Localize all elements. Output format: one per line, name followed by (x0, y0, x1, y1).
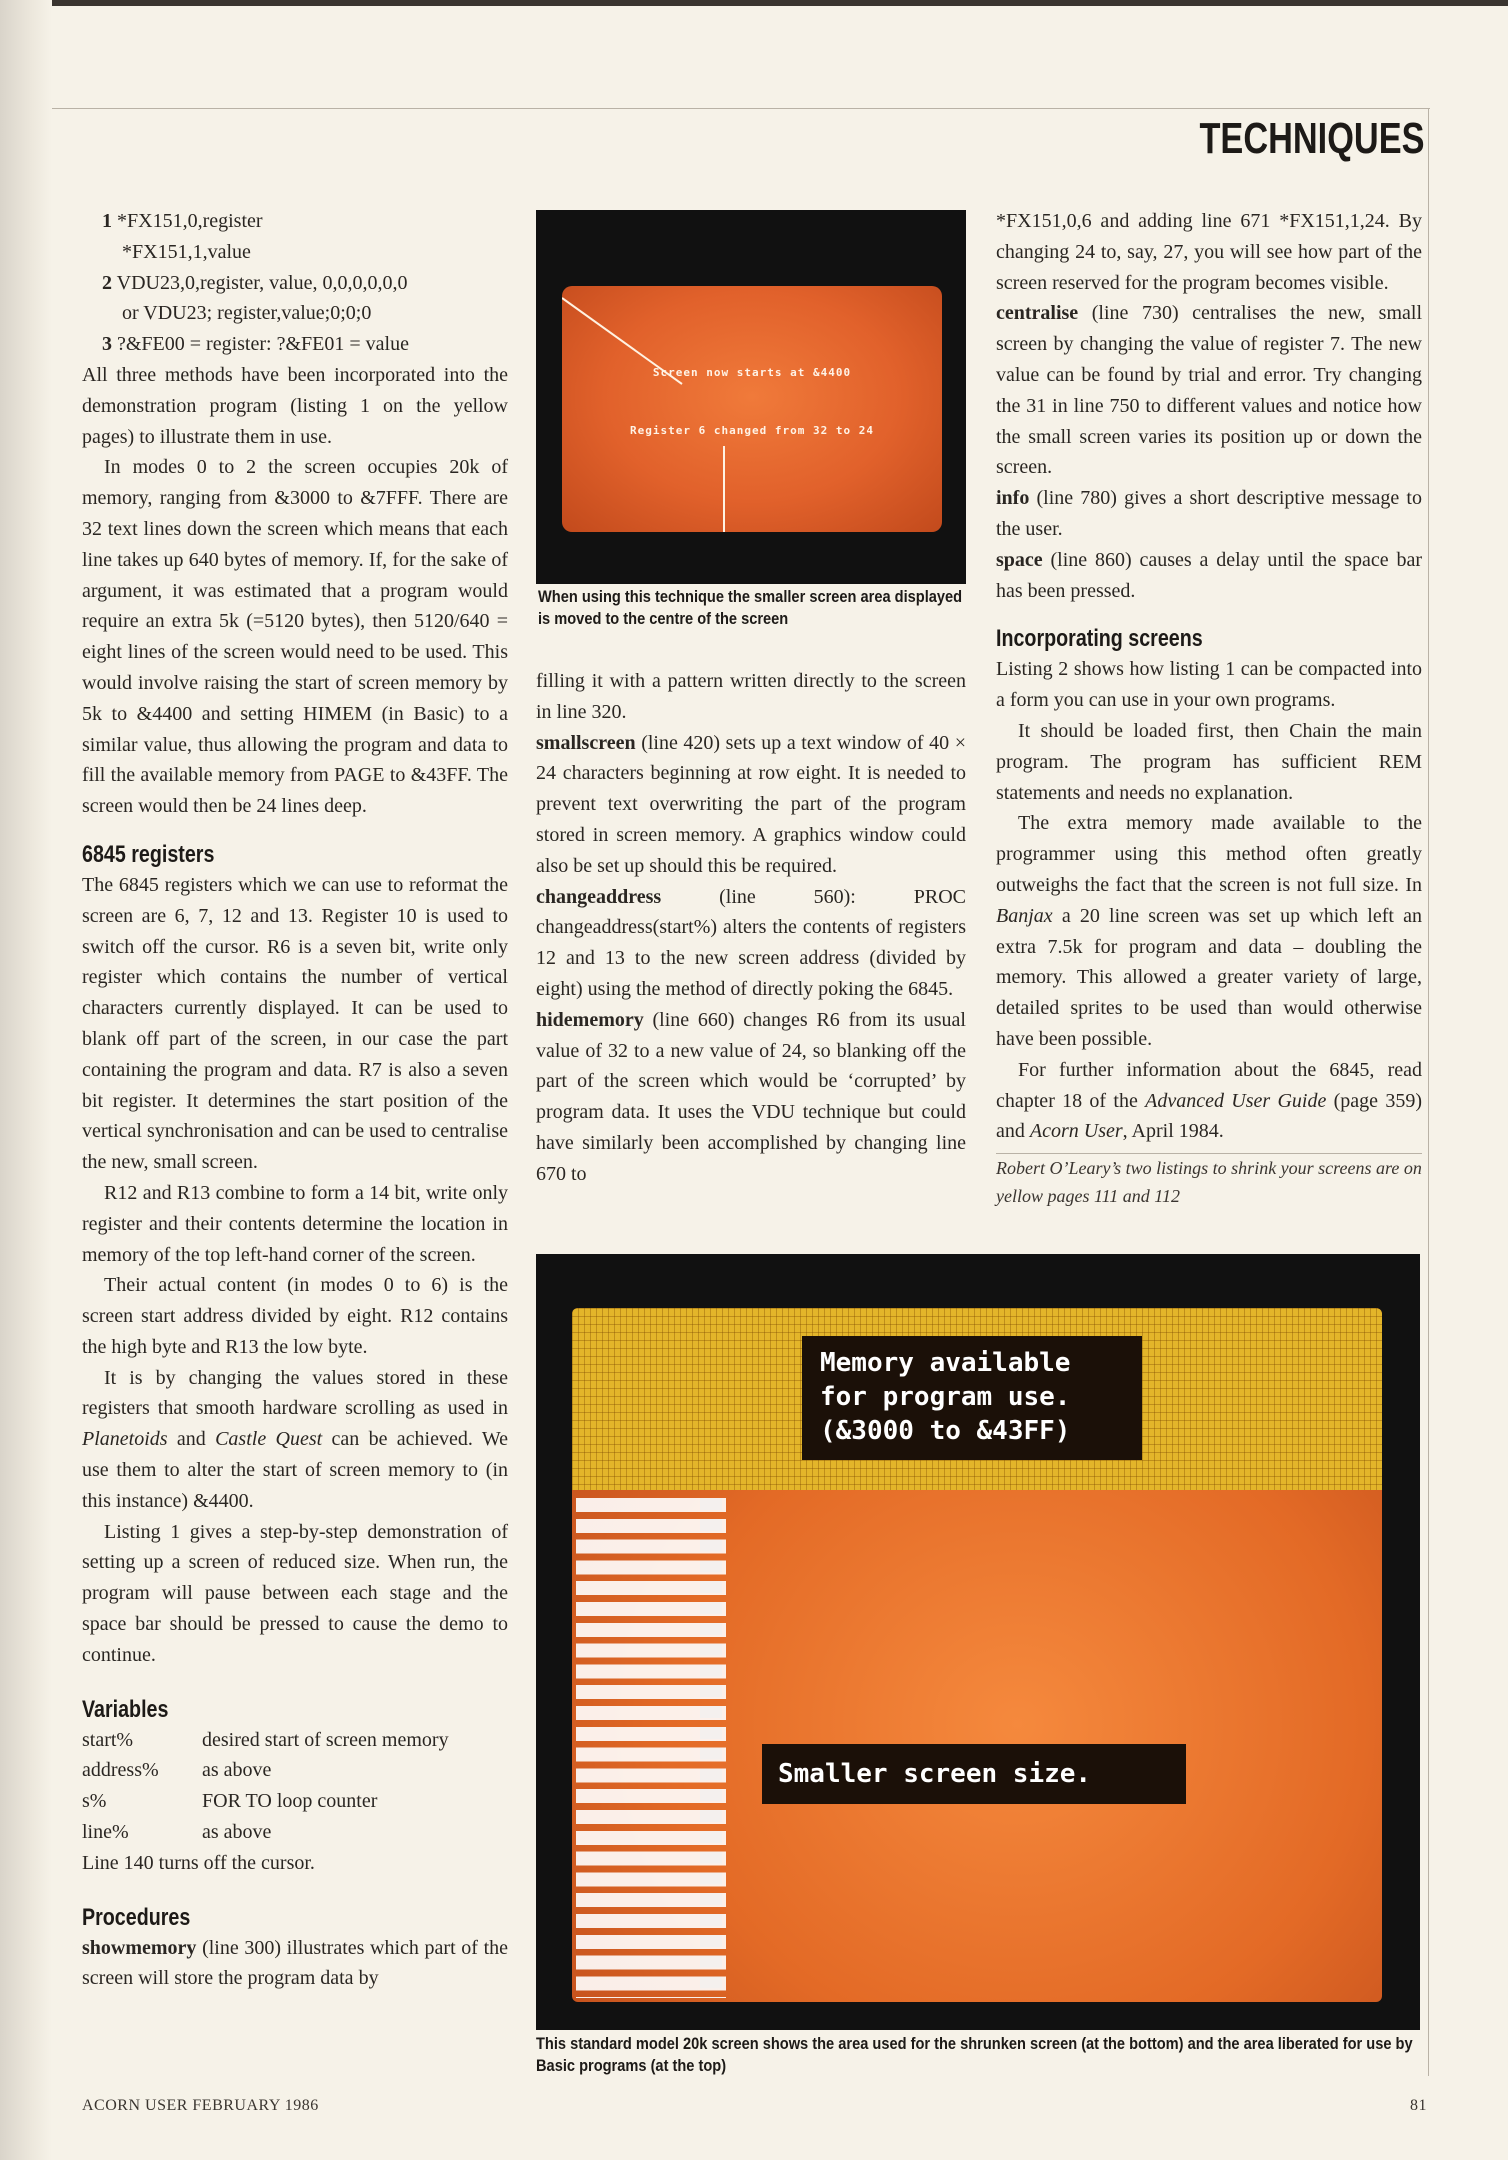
page-number: 81 (1410, 2097, 1427, 2114)
subheading-incorporating: Incorporating screens (996, 625, 1203, 653)
subheading-variables: Variables (82, 1695, 169, 1723)
method-2-cont: or VDU23; register,value;0;0;0 (122, 302, 372, 325)
column-left (82, 206, 508, 1994)
paragraph: All three methods have been incorporated into the demonstration program (listing 1 on the yellow pages) to illustrate them in use. (82, 363, 508, 448)
footer-publication: ACORN USER FEBRUARY 1986 (82, 2097, 319, 2114)
author-byline: Robert O’Leary’s two listings to shrink your screens are on yellow pages 111 and 112 (996, 1153, 1422, 1210)
paragraph: *FX151,0,6 and adding line 671 *FX151,1,24. By changing 24 to, say, 27, you will see how part of the screen reserved for the program becomes visible. (996, 210, 1422, 294)
method-list (82, 206, 508, 360)
paragraph: Line 140 turns off the cursor. (82, 1851, 315, 1874)
paragraph: space (line 860) causes a delay until the space bar has been pressed. (996, 548, 1422, 602)
figure-1-photo (536, 210, 966, 584)
paragraph: Listing 2 shows how listing 1 can be compacted into a form you can use in your own programs. (996, 658, 1422, 712)
monitor-screen-2 (572, 1308, 1382, 2002)
screen-text-line-2: Register 6 changed from 32 to 24 (630, 424, 874, 437)
header-rule (52, 108, 1430, 109)
figure-2-photo (536, 1254, 1420, 2030)
column-right (996, 206, 1422, 1210)
paragraph: For further information about the 6845, read chapter 18 of the Advanced User Guide (page 359) and Acorn User, April 1984. (996, 1058, 1422, 1143)
right-column-rule (1428, 108, 1429, 2076)
section-header: TECHNIQUES (1198, 114, 1424, 163)
variables-list: start% desired start of screen memory address% as above s% FOR TO loop counter line% as above (82, 1728, 449, 1844)
method-3: 3 ?&FE00 = register: ?&FE01 = value (102, 333, 409, 356)
method-1-cont: *FX151,1,value (122, 240, 251, 263)
paragraph: showmemory (line 300) illustrates which part of the screen will store the program data by (82, 1936, 508, 1990)
page-spine (0, 0, 52, 2160)
figure-2-caption: This standard model 20k screen shows the area used for the shrunken screen (at the bottom) and the area liberated for use by Basic programs (at the top) (536, 2034, 1413, 2075)
paragraph: smallscreen (line 420) sets up a text window of 40 × 24 characters beginning at row eight. It is needed to prevent text overwriting the part of the program stored in screen memory. A graphics window could also be set up should this be required. (536, 731, 966, 877)
column-middle (536, 666, 966, 1190)
smaller-screen-label: Smaller screen size. (762, 1744, 1186, 1804)
page-top-edge (0, 0, 1508, 6)
paragraph: Listing 1 gives a step-by-step demonstration of setting up a screen of reduced size. When run, the program will pause between each stage and the space bar should be pressed to cause the demo to continue. (82, 1520, 508, 1666)
paragraph: Their actual content (in modes 0 to 6) is the screen start address divided by eight. R12 contains the high byte and R13 the low byte. (82, 1274, 508, 1358)
paragraph: info (line 780) gives a short descriptive message to the user. (996, 487, 1422, 540)
screen-text-line-1: Screen now starts at &4400 (652, 366, 852, 379)
monitor-screen-1 (562, 286, 942, 532)
figure-1-caption: When using this technique the smaller screen area displayed is moved to the centre of the screen (538, 587, 963, 628)
paragraph: filling it with a pattern written directly to the screen in line 320. (536, 670, 966, 723)
subheading-procedures: Procedures (82, 1903, 191, 1931)
paragraph: The 6845 registers which we can use to reformat the screen are 6, 7, 12 and 13. Register 10 is used to switch off the cursor. R6 is a seven bit, write only register which contains the number of vertical characters currently displayed. It can be used to blank off part of the screen, in our case the part containing the program and data. R7 is also a seven bit register. It determines the start position of the vertical synchronisation and can be used to centralise the new, small screen. (82, 873, 508, 1174)
paragraph: The extra memory made available to the programmer using this method often greatly outweighs the fact that the screen is not full size. In Banjax a 20 line screen was set up which left an extra 7.5k for program and data – doubling the memory. This allowed a greater variety of large, detailed sprites to be used than would otherwise have been possible. (996, 812, 1422, 1050)
paragraph: centralise (line 730) centralises the new, small screen by changing the value of register 7. The new value can be found by trial and error. Try changing the 31 in line 750 to different values and notice how the small screen varies its position up or down the screen. (996, 302, 1422, 479)
paragraph: R12 and R13 combine to form a 14 bit, write only register and their contents determine the location in memory of the top left-hand corner of the screen. (82, 1181, 508, 1266)
paragraph: hidememory (line 660) changes R6 from its usual value of 32 to a new value of 24, so blanking off the part of the screen which would be ‘corrupted’ by program data. It uses the VDU technique but could have similarly been accomplished by changing line 670 to (536, 1008, 966, 1185)
paragraph: It is by changing the values stored in these registers that smooth hardware scrolling as used in Planetoids and Castle Quest can be achieved. We use them to alter the start of screen memory to (in this instance) &4400. (82, 1366, 508, 1512)
paragraph: It should be loaded first, then Chain the main program. The program has sufficient REM statements and needs no explanation. (996, 719, 1422, 804)
method-1: 1 *FX151,0,register (102, 210, 263, 232)
method-2: 2 VDU23,0,register, value, 0,0,0,0,0,0 (102, 271, 408, 294)
memory-available-label: Memory available for program use. (&3000 to &43FF) (802, 1336, 1142, 1460)
paragraph: changeaddress (line 560): PROC changeaddress(start%) alters the contents of registers 12 and 13 to the new screen address (divided by eight) using the method of directly poking the 6845. (536, 885, 966, 1000)
screen-edge-lines (562, 286, 942, 532)
subheading-registers: 6845 registers (82, 840, 215, 868)
paragraph: In modes 0 to 2 the screen occupies 20k of memory, ranging from &3000 to &7FFF. There are 32 text lines down the screen which means that each line takes up 640 bytes of memory. If, for the sake of argument, it was estimated that a program would require an extra 5k (=5120 bytes), then 5120/640 = eight lines of the screen would need to be used. This would involve raising the start of screen memory by 5k to &4400 and setting HIMEM (in Basic) to a similar value, thus allowing the program and data to fill the available memory from PAGE to &43FF. The screen would then be 24 lines deep. (82, 456, 508, 818)
line-digits-column (700, 1498, 722, 1998)
